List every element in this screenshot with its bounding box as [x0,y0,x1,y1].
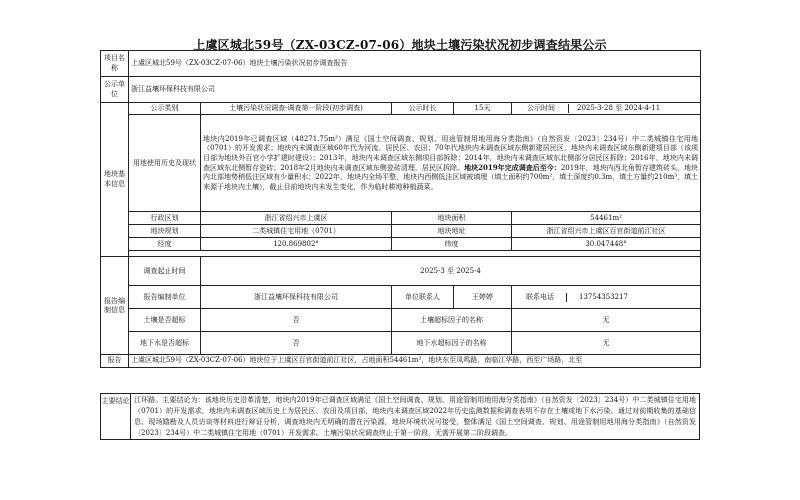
planning-label: 地块规划 [129,225,201,238]
report-info-section-label: 报告编制信息 [101,257,129,355]
history-cell [201,115,701,212]
history-row [101,115,701,212]
project-label: 项目名称 [101,51,129,77]
publicity-type-value: 土壤污染状况调查-调查第一阶段(初步调查) [201,103,392,115]
publicity-time-label: 公示时间 [514,104,569,113]
page-title: 上虞区城北59号（ZX-03CZ-07-06）地块土壤污染状况初步调查结果公示 [193,38,607,52]
publicity-duration-label: 公示时长 [392,103,454,115]
admin-row [101,212,701,225]
org-label: 报告编制单位 [129,286,201,309]
publicity-time-value: 2025-3-28 至 2024-4-11 [577,104,661,112]
gw-factor-value: 无 [512,332,701,355]
soil-row [101,309,701,332]
gw-factor-label: 地下水超标因子的名称 [392,332,512,355]
planning-row [101,225,701,238]
phone-cell [512,286,701,309]
contact-label: 单位联系人 [392,286,454,309]
soil-exceed-label: 土壤是否超标 [129,309,201,332]
groundwater-row [101,332,701,355]
longitude-value: 120.869802° [201,238,392,251]
period-row [101,257,701,286]
project-row [101,51,701,77]
publicity-row [101,103,701,115]
report-summary-label: 报告 [101,355,129,367]
contact-value: 王婷婷 [454,286,512,309]
conclusion-box [100,393,700,440]
coords-row [101,238,701,251]
admin-label: 行政区划 [129,212,201,225]
report-summary-text: 上虞区城北59号（ZX-03CZ-07-06）地块位于上虞区百官街道前江社区，占地面积54461m²，地块东至凤鸣路，南临江华路，西至广场路，北至 [129,355,701,367]
gw-exceed-label: 地下水是否超标 [129,332,201,355]
history-text: 地块内2019年已调查区域（48271.75m²）满足《国土空间调查、规划、用途管制用地用海分类指南》（自然资发〔2023〕234号）中二类城镇住宅用地（0701）的开发需求；地块内未调查区域60年代为河流、居民区、农田；70年代地块内未调查区域东侧新建居民区，地块内未调查区域东侧新建项目部（该项目部为地块外百官小学扩建时建设）；2013年，地块内未调查区域东侧项目部拆除；2014年，地块内未调查区域东北侧部分居民区拆除；2016年，地块内未调查区域东北侧暂存瓷砖；2018年2月地块内未调查区域东侧瓷砖清理，居民区拆除。 [203,134,699,172]
history-text-2: 2019年，地块内西北角暂存建筑砖头，地块内北部地势稍低注区域有少量积水；2022年，地块内全场平整，地块内西侧低洼区域被填埋（填土面积约700m²，填土深度约0.3m，填土方量约210m³，填土来源于地块内土壤），截止目前地块内未发生变化，作为临时耕地种植蔬菜。 [203,163,699,191]
publisher-value: 浙江益壤环保科技有限公司 [129,77,701,103]
publisher-row [101,77,701,103]
conclusion-text: 江环路。主要结论为：该地块历史沿革清楚，地块内2019年已调查区域满足《国土空间调查、规划、用途管制用地用海分类指南》（自然资发〔2023〕234号）中二类城镇住宅用地（0701）的开发需求，地块内未调查区域历史上为居民区、农田及项目部，地块内未调查区域2022年历史监测数据和调查表明不存在土壤或地下水污染。通过对前期收集的基础信息、现场踏勘及人员访谈等材料进行辩证分析，调查地块内无明确的潜在污染源，地块环境状况可接受，整体满足《国土空间调查、规划、用途管制用地用海分类指南》（自然资发〔2023〕234号）中二类城镇住宅用地（0701）开发需求。土壤污染状况调查终止于第一阶段，无需开展第二阶段调查。 [134,396,696,437]
org-value: 浙江益壤环保科技有限公司 [201,286,392,309]
address-label: 地块地址 [392,225,512,238]
publicity-time-cell [512,103,701,115]
address-value: 浙江省绍兴市上虞区百官街道前江社区 [512,225,701,238]
org-row [101,286,701,309]
publicity-type-label: 公示类别 [129,103,201,115]
latitude-label: 纬度 [392,238,512,251]
report-summary-row [101,355,701,367]
phone-label: 联系电话 [514,293,567,302]
publicity-duration-value: 15天 [454,103,512,115]
history-label: 用地使用历史及现状 [129,115,201,212]
soil-exceed-value: 否 [201,309,392,332]
area-label: 地块面积 [392,212,512,225]
longitude-label: 经度 [129,238,201,251]
period-value: 2025-3 至 2025-4 [201,257,701,286]
gw-exceed-value: 否 [201,332,392,355]
publisher-label: 公示单位 [101,77,129,103]
admin-value: 浙江省绍兴市上虞区 [201,212,392,225]
soil-factor-label: 土壤超标因子的名称 [392,309,512,332]
project-value: 上虞区城北59号（ZX-03CZ-07-06）地块土壤污染状况初步调查报告 [129,51,701,77]
planning-value: 二类城镇住宅用地（0701） [201,225,392,238]
period-label: 调查起止时间 [129,257,201,286]
phone-value: 13754353217 [579,292,628,301]
soil-factor-value: 无 [512,309,701,332]
conclusion-label: 主要结论 [101,394,131,439]
area-value: 54461m² [512,212,701,225]
latitude-value: 30.047448° [512,238,701,251]
land-info-section-label: 地块基本信息 [101,103,129,257]
history-bold-text: 地块2019年完成调查后至今： [464,162,561,172]
info-table [100,50,700,368]
